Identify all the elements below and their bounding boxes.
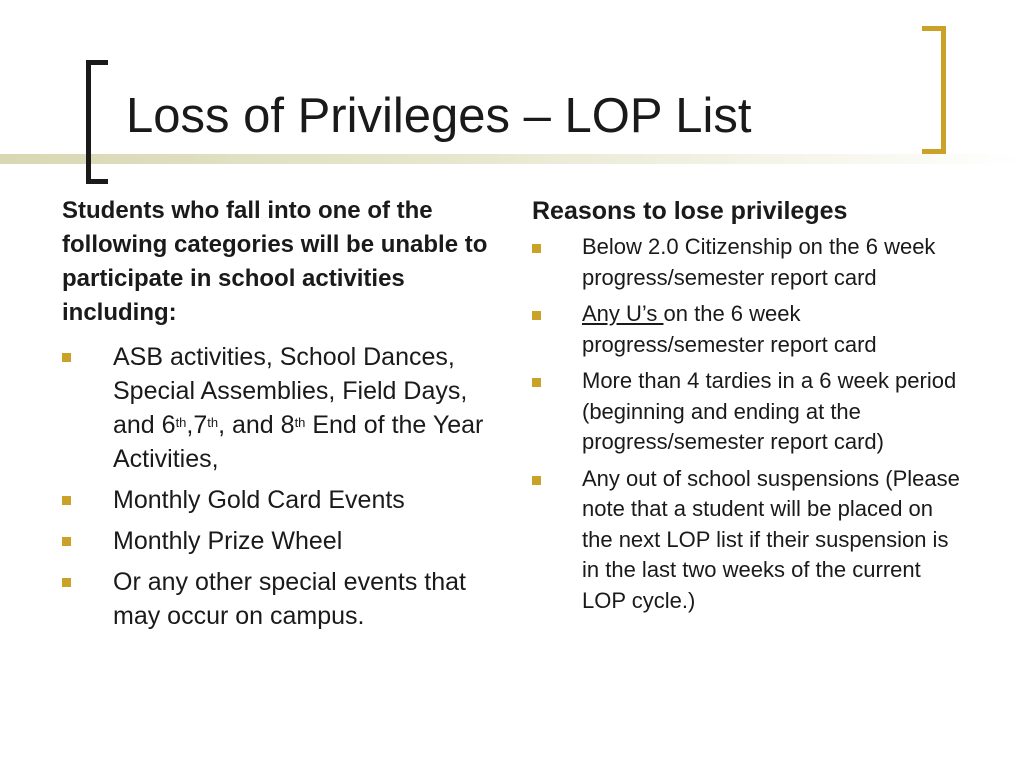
list-item: [532, 299, 962, 360]
square-bullet-icon: [62, 496, 71, 505]
superscript: th: [294, 415, 306, 430]
list-item-text: , and 8: [218, 411, 295, 439]
left-column: [62, 194, 502, 640]
underlined-text: Any U’s: [582, 301, 664, 326]
list-item: [62, 340, 502, 476]
list-item: [532, 232, 962, 293]
right-column: [532, 194, 962, 622]
slide-title: Loss of Privileges – LOP List: [126, 89, 752, 143]
left-bullet-list: [62, 340, 502, 633]
square-bullet-icon: [532, 476, 541, 485]
list-item-text: on the 6 week progress/semester report card: [582, 301, 877, 357]
list-item: [62, 565, 502, 633]
list-item: [532, 366, 962, 458]
list-item-text: ,7: [186, 411, 208, 439]
left-bracket-decoration: [86, 60, 108, 184]
list-item: [62, 483, 502, 517]
list-item-text: Monthly Gold Card Events: [113, 486, 405, 514]
list-item: [532, 464, 962, 617]
square-bullet-icon: [62, 353, 71, 362]
list-item-text: Monthly Prize Wheel: [113, 527, 343, 555]
list-item-text: End of the Year Activities,: [113, 411, 484, 473]
list-item-text: Below 2.0 Citizenship on the 6 week progress/semester report card: [582, 234, 936, 290]
left-lead-text: Students who fall into one of the following categories will be unable to participate in school activities including:: [62, 197, 488, 326]
list-item-text: ASB activities, School Dances, Special Assemblies, Field Days, and 6: [113, 343, 468, 439]
list-item-text: More than 4 tardies in a 6 week period (beginning and ending at the progress/semester report card): [582, 368, 957, 454]
square-bullet-icon: [532, 311, 541, 320]
right-bullet-list: [532, 232, 962, 616]
list-item-text: Any out of school suspensions (Please note that a student will be placed on the next LOP list if their suspension is in the last two weeks of the current LOP cycle.): [582, 465, 960, 613]
square-bullet-icon: [62, 578, 71, 587]
square-bullet-icon: [532, 244, 541, 253]
title-underline-bar: [0, 154, 1024, 164]
superscript: th: [175, 415, 187, 430]
square-bullet-icon: [62, 537, 71, 546]
list-item-text: Or any other special events that may occur on campus.: [113, 568, 466, 630]
superscript: th: [207, 415, 219, 430]
right-lead-text: Reasons to lose privileges: [532, 197, 848, 225]
square-bullet-icon: [532, 378, 541, 387]
list-item: [62, 524, 502, 558]
right-bracket-decoration: [922, 26, 946, 154]
